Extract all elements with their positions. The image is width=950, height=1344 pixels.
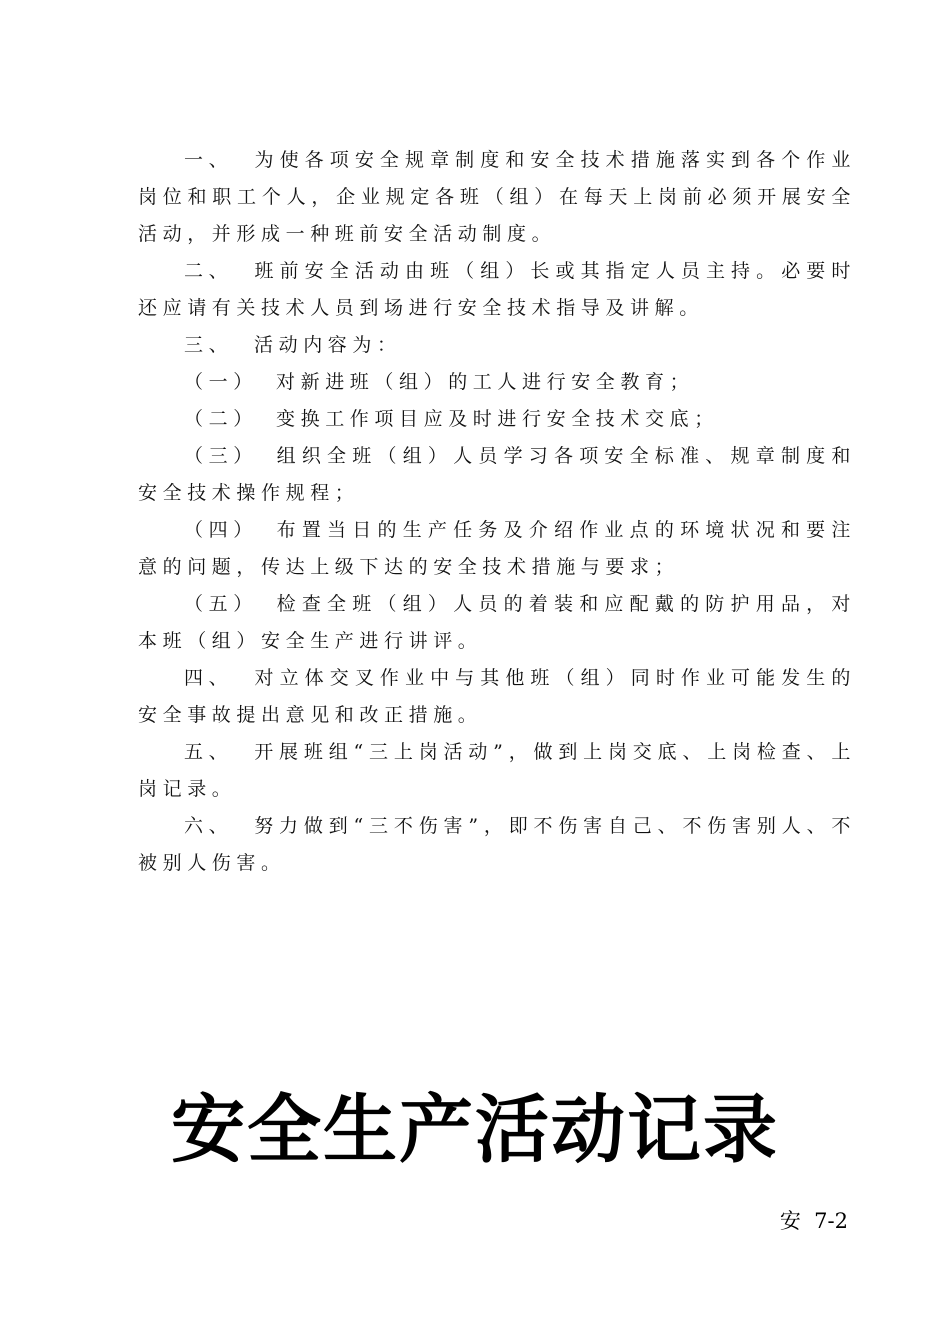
paragraph-5 bbox=[138, 734, 856, 808]
paragraph-number: 五、 bbox=[184, 741, 234, 763]
paragraph-number: 二、 bbox=[184, 260, 234, 282]
sub-item-3 bbox=[138, 438, 856, 512]
sub-item-text: 变换工作项目应及时进行安全技术交底； bbox=[276, 408, 719, 430]
paragraph-2 bbox=[138, 253, 856, 327]
sub-item-5 bbox=[138, 586, 856, 660]
sub-item-text: 对新进班（组）的工人进行安全教育； bbox=[276, 371, 695, 393]
sub-item-number: （四） bbox=[184, 519, 258, 541]
paragraph-number: 六、 bbox=[184, 815, 234, 837]
paragraph-4 bbox=[138, 660, 856, 734]
paragraph-text: 努力做到“三不伤害”，即不伤害自己、不伤害别人、不被别人伤害。 bbox=[138, 815, 856, 874]
paragraph-6 bbox=[138, 808, 856, 882]
paragraph-text: 对立体交叉作业中与其他班（组）同时作业可能发生的安全事故提出意见和改正措施。 bbox=[138, 667, 856, 726]
sub-item-text: 布置当日的生产任务及介绍作业点的环境状况和要注意的问题，传达上级下达的安全技术措施与要求； bbox=[138, 519, 856, 578]
sub-item-number: （一） bbox=[184, 371, 258, 393]
paragraph-1 bbox=[138, 142, 856, 253]
sub-item-4 bbox=[138, 512, 856, 586]
paragraph-number: 四、 bbox=[184, 667, 234, 689]
regulation-text bbox=[138, 142, 856, 882]
paragraph-text: 活动内容为： bbox=[254, 334, 402, 356]
sub-item-number: （五） bbox=[184, 593, 258, 615]
sub-item-text: 组织全班（组）人员学习各项安全标准、规章制度和安全技术操作规程； bbox=[138, 445, 856, 504]
sub-item-number: （二） bbox=[184, 408, 258, 430]
sub-item-text: 检查全班（组）人员的着装和应配戴的防护用品，对本班（组）安全生产进行讲评。 bbox=[138, 593, 856, 652]
paragraph-text: 班前安全活动由班（组）长或其指定人员主持。必要时还应请有关技术人员到场进行安全技术指导及讲解。 bbox=[138, 260, 856, 319]
paragraph-text: 开展班组“三上岗活动”，做到上岗交底、上岗检查、上岗记录。 bbox=[138, 741, 856, 800]
paragraph-number: 一、 bbox=[184, 149, 234, 171]
sub-item-2 bbox=[138, 401, 856, 438]
sub-item-1 bbox=[138, 364, 856, 401]
sub-item-number: （三） bbox=[184, 445, 258, 467]
paragraph-number: 三、 bbox=[184, 334, 234, 356]
form-code: 安 7-2 bbox=[779, 1209, 848, 1233]
paragraph-3 bbox=[138, 327, 856, 364]
document-title: 安全生产活动记录 bbox=[171, 1087, 779, 1173]
paragraph-text: 为使各项安全规章制度和安全技术措施落实到各个作业岗位和职工个人，企业规定各班（组）在每天上岗前必须开展安全活动，并形成一种班前安全活动制度。 bbox=[138, 149, 856, 245]
